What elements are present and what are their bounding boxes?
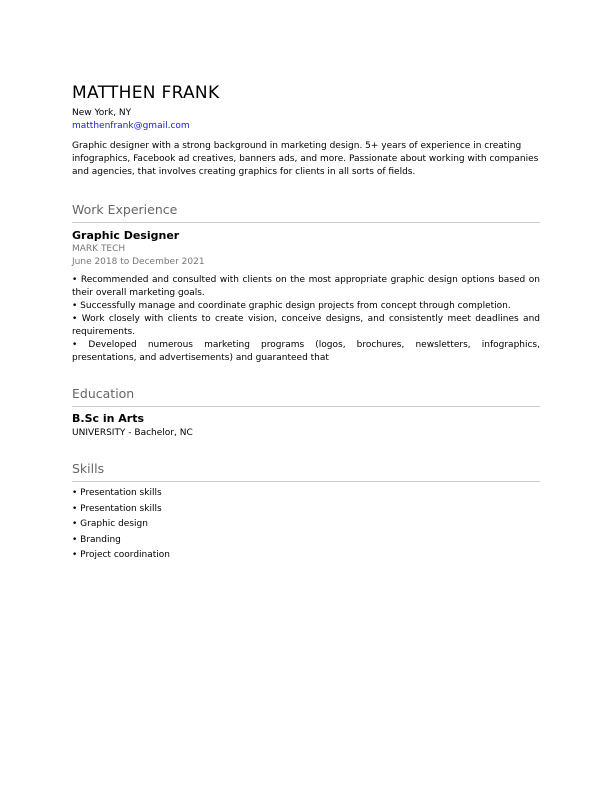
degree: B.Sc in Arts — [72, 412, 145, 425]
company: MARK TECH — [72, 244, 126, 254]
skill-item: • Graphic design — [72, 519, 148, 529]
skill-item: • Presentation skills — [72, 488, 162, 498]
divider — [72, 481, 540, 482]
school: UNIVERSITY - Bachelor, NC — [72, 428, 193, 438]
education-heading: Education — [72, 386, 135, 401]
summary: Graphic designer with a strong background in marketing design. 5+ years of experience in creating infographics, Facebook ad creatives, banners ads, and more. Passionate about working with companies and agencies, that involves creating graphics for clients in all sorts of fields. — [72, 141, 539, 177]
job-bullet: • Work closely with clients to create vision, conceive designs, and consistently meet deadlines and requirements. — [72, 314, 540, 337]
skills-heading: Skills — [72, 461, 105, 476]
location: New York, NY — [72, 108, 132, 118]
job-bullet: • Successfully manage and coordinate graphic design projects from concept through completion. — [72, 301, 511, 311]
skill-item: • Project coordination — [72, 550, 170, 560]
job-bullet: • Recommended and consulted with clients on the most appropriate graphic design options based on their overall marketing goals. — [72, 275, 540, 298]
skills-list — [72, 486, 540, 564]
divider — [72, 406, 540, 407]
job-bullets — [72, 274, 540, 365]
email-link[interactable]: matthenfrank@gmail.com — [72, 121, 190, 131]
job-dates: June 2018 to December 2021 — [72, 257, 205, 267]
job-title: Graphic Designer — [72, 229, 180, 242]
candidate-name: MATTHEN FRANK — [72, 83, 220, 103]
skill-item: • Presentation skills — [72, 503, 162, 514]
work-experience-heading: Work Experience — [72, 202, 178, 217]
job-bullet: • Developed numerous marketing programs (logos, brochures, newsletters, infographics, presentations, and advertisements) and guaranteed that — [72, 340, 540, 363]
divider — [72, 222, 540, 223]
skill-item: • Branding — [72, 534, 121, 545]
